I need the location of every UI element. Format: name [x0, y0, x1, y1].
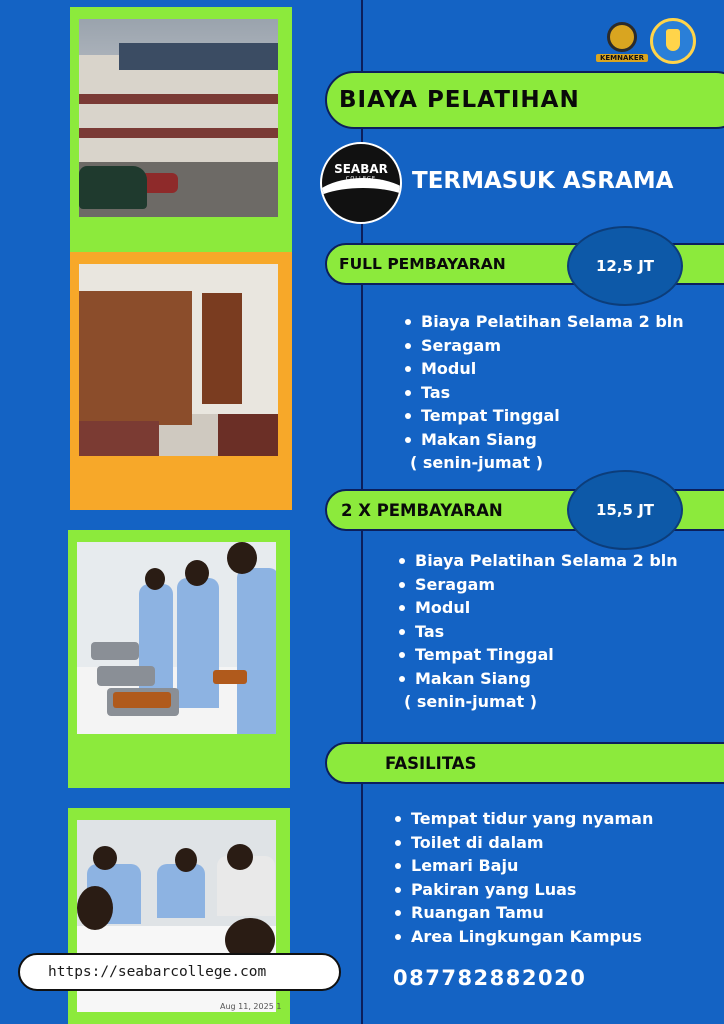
plan-installment-label: 2 X PEMBAYARAN — [341, 500, 503, 520]
list-item: Tas — [405, 381, 684, 405]
photo-date-stamp: Aug 11, 2025 1 — [220, 1002, 282, 1011]
list-item: Tempat Tinggal — [405, 404, 684, 428]
plan-full-price-badge — [567, 226, 683, 306]
list-item: Tas — [399, 620, 678, 644]
list-item: Toilet di dalam — [395, 831, 653, 855]
building-photo — [79, 19, 278, 217]
seabar-logo-wave-icon — [320, 178, 402, 224]
kemnaker-logo — [598, 22, 646, 66]
list-item: Biaya Pelatihan Selama 2 bln — [399, 549, 678, 573]
list-item: Seragam — [399, 573, 678, 597]
website-url: https://seabarcollege.com — [48, 964, 267, 980]
list-item-note: ( senin-jumat ) — [410, 453, 544, 472]
photo-frame-lunch — [68, 808, 290, 1024]
list-item: Biaya Pelatihan Selama 2 bln — [405, 310, 684, 334]
seabar-logo-subtext: COLLEGE — [345, 176, 377, 182]
title-banner — [325, 71, 724, 129]
website-link[interactable] — [18, 953, 341, 991]
plan-full-price: 12,5 JT — [595, 257, 655, 275]
phone-number: 087782882020 — [393, 966, 587, 990]
list-item: Tempat Tinggal — [399, 643, 678, 667]
seabar-college-logo — [320, 142, 402, 224]
dining-photo — [77, 542, 276, 734]
photo-frame-dining — [68, 530, 290, 788]
plan-full-items — [405, 310, 684, 475]
list-item-note: ( senin-jumat ) — [404, 692, 538, 711]
plan-installment-price: 15,5 JT — [595, 501, 655, 519]
list-item: Modul — [405, 357, 684, 381]
page-title: BIAYA PELATIHAN — [339, 87, 580, 113]
plan-full-label: FULL PEMBAYARAN — [339, 255, 506, 273]
list-item: Area Lingkungan Kampus — [395, 925, 653, 949]
facilities-items — [395, 807, 653, 948]
list-item: Lemari Baju — [395, 854, 653, 878]
facilities-banner — [325, 742, 724, 784]
kemnaker-gear-icon — [607, 22, 637, 52]
photo-frame-building — [70, 7, 292, 252]
room-photo — [79, 264, 278, 456]
tut-wuri-logo-icon — [650, 18, 696, 64]
list-item: Seragam — [405, 334, 684, 358]
plan-installment-price-badge — [567, 470, 683, 550]
list-item: Tempat tidur yang nyaman — [395, 807, 653, 831]
subtitle: TERMASUK ASRAMA — [412, 168, 674, 194]
plan-installment-items — [399, 549, 678, 714]
list-item: Makan Siang — [399, 667, 678, 691]
list-item: Makan Siang — [405, 428, 684, 452]
kemnaker-label: KEMNAKER — [596, 54, 648, 62]
list-item: Modul — [399, 596, 678, 620]
facilities-label: FASILITAS — [385, 753, 477, 773]
list-item: Ruangan Tamu — [395, 901, 653, 925]
photo-frame-room — [70, 252, 292, 510]
seabar-logo-text: SEABAR — [334, 162, 388, 176]
list-item: Pakiran yang Luas — [395, 878, 653, 902]
